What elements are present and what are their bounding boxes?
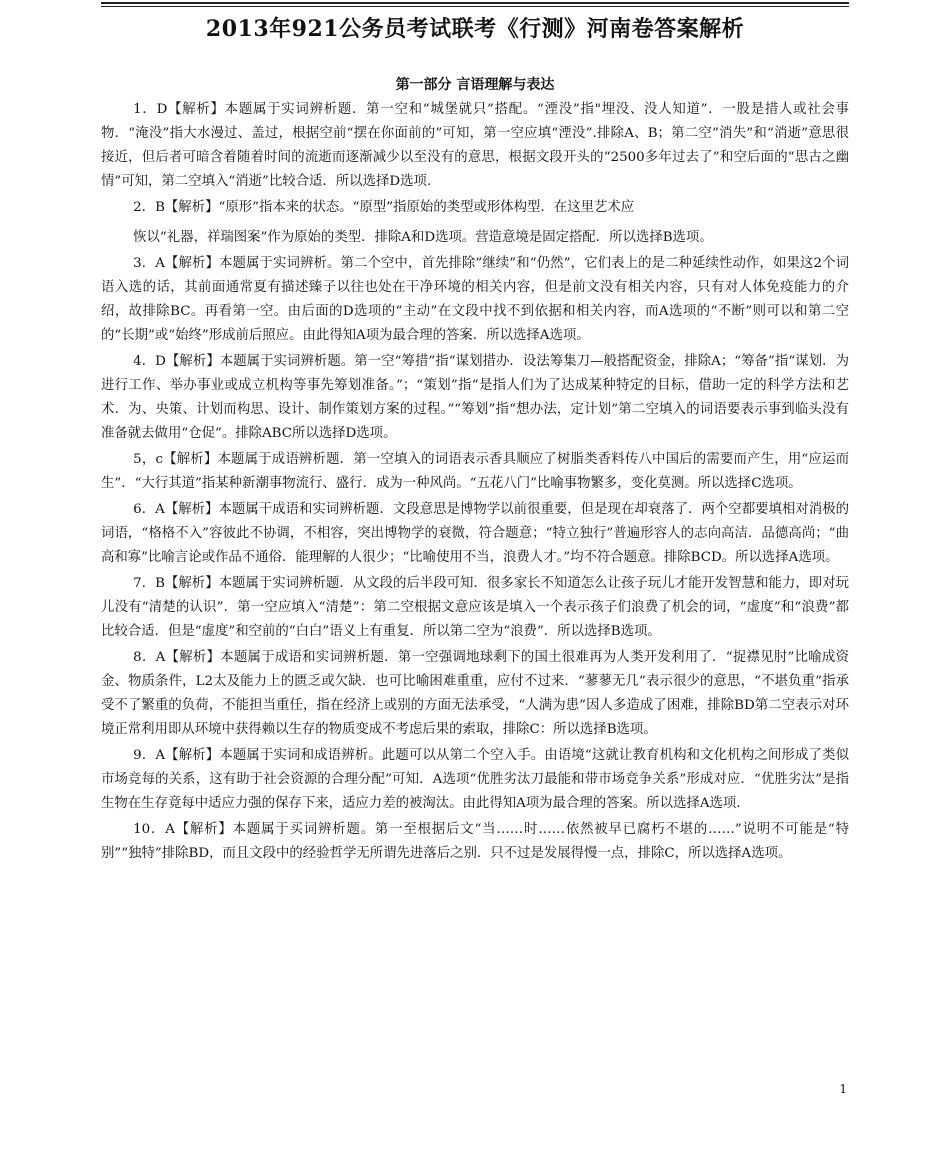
document-title: 2013年921公务员考试联考《行测》河南卷答案解析: [205, 16, 745, 42]
answer-body: [101, 98, 849, 866]
answer-paragraph-7: 7．B【解析】本题属于实词辨析题．从文段的后半段可知．很多家长不知道怎么让孩子玩儿才能开发智慧和能力，即对玩儿没有“清楚的认识”．第一空应填入“清楚”：第二空根据文意应该是填入一个表示孩子们浪费了机会的词，“虚度”和“浪费”都比较合适．但是“虚度”和空前的“白白”语义上有重复．所以第二空为“浪费”．所以选择B选项。: [101, 576, 849, 639]
answer-paragraph-6: 6．A【解析】本题属干成语和实词辨析题．文段意思是博物学以前很重要，但是现在却衰落了．两个空都要填相对消极的词语，“格格不入”容彼此不协调，不相容，突出博物学的衰微，符合题意；“特立独行”普遍形容人的志向高洁．品德高尚；“曲高和寡”比喻言论或作品不通俗．能理解的人很少；“比喻使用不当，浪费人才。”均不符合题意。排除BCD。所以选择A选项。: [101, 502, 849, 565]
answer-paragraph-4: 4．D【解析】本题属于实词辨析题。第一空“筹措”指“谋划措办．设法筹集刀—般搭配资金，排除A；“筹备”指“谋划．为进行工作、举办事业或成立机构等事先筹划准备。”；“策划”指“是指人们为了达成某种特定的目标，借助一定的科学方法和艺术．为、央策、计划而构思、设计、制作策划方案的过程。”“筹划”指“想办法，定计划”第二空填入的词语要表示事到临头没有准备就去做用“仓促”。排除ABC所以选择D选项。: [101, 354, 849, 441]
answer-paragraph-10: 10．A【解析】本题属于买词辨析题。第一至根据后文“当……时……依然被早已腐朽不堪的……”说明不可能是“特别”“独特”排除BD，而且文段中的经验哲学无所谓先进落后之别．只不过是发展得慢一点，排除C，所以选择A选项。: [101, 822, 849, 861]
answer-paragraph-8: 8．A【解析】本题属于成语和实词辨析题．第一空强调地球剩下的国土很难再为人类开发利用了．“捉襟见肘”比喻成资金、物质条件，L2太及能力上的匮乏或欠缺．也可比喻困难重重，应付不过来．“蓼蓼无几”表示很少的意思，“不堪负重”指承受不了繁重的负荷，不能担当重任，指在经济上或别的方面无法承受，“人满为患”因人多造成了困难，排除BD第二空表示对环境正常利用即从环境中获得赖以生存的物质变成不考虑后果的索取，排除C：所以选择B选项。: [101, 650, 849, 737]
answer-paragraph-3: 3．A【解析】本题属于实词辨析。第二个空中，首先排除”继续”和“仍然”，它们表上的是二种延续性动作，如果这2个词语入选的话，其前面通常夏有描述臻子以往也处在干净环境的相关内容，但是前文没有相关内容，只有对人体免疫能力的介绍，故排除BC。再看第一空。由后面的D选项的“主动”在文段中找不到依据和相关内容，而A选项的“不断”则可以和第二空的“长期”或“始终”形成前后照应。由此得知A项为最合理的答案．所以选择A选项。: [101, 256, 849, 343]
top-rule-thin: [101, 6, 849, 7]
page-number: 1: [839, 1082, 847, 1096]
top-rule-thick: [101, 2, 849, 4]
section-heading: 第一部分 言语理解与表达: [395, 77, 555, 93]
answer-paragraph-1: 1．D【解析】本题属于实词辨析题．第一空和“城堡就只”搭配。“湮没”指"埋没、没人知道”．一股是措人或社会事物．“淹没”指大水漫过、盖过，根据空前“摆在你面前的”可知，第一空应填“湮没”.排除A、B；第二空“消失”和“消逝”意思很接近，但后者可暗含着随着时间的流逝而逐渐减少以至没有的意思，根据文段开头的“2500多年过去了”和空后面的“思古之幽情”可知，第二空填入“消逝”比较合适．所以选择D选项.: [101, 102, 849, 189]
answer-paragraph-9: 9．A【解析】本题属于实词和成语辨析。此题可以从第二个空入手。由语境“这就让教育机构和文化机构之间形成了类似市场竞每的关系，这有助于社会资源的合理分配”可知．A选项“优胜劣汰刀最能和带市场竞争关系”形成对应．“优胜劣汰”是指生物在生存竟每中适应力强的保存下来，适应力差的被淘汰。由此得知A项为最合理的答案。所以选择A选项.: [101, 748, 849, 811]
answer-paragraph-2-continued: 恢以“礼器，祥瑞图案”作为原始的类型．排除A和D选项。营造意境是固定搭配．所以选择B选项。: [133, 230, 713, 245]
answer-paragraph-5: 5，c【解析】本题属于成语辨析题．第一空填入的词语表示香具顺应了树脂类香料传八中国后的需要而产生，用“应运而生”．“大行其道”指某种新潮事物流行、盛行．成为一种风尚。“五花八门”比喻事物繁多，变化莫测。所以选择C选项。: [101, 452, 849, 491]
answer-paragraph-2: 2．B【解析】“原形”指本来的状态。“原型”指原始的类型或形体构型．在这里艺术应: [133, 200, 635, 215]
